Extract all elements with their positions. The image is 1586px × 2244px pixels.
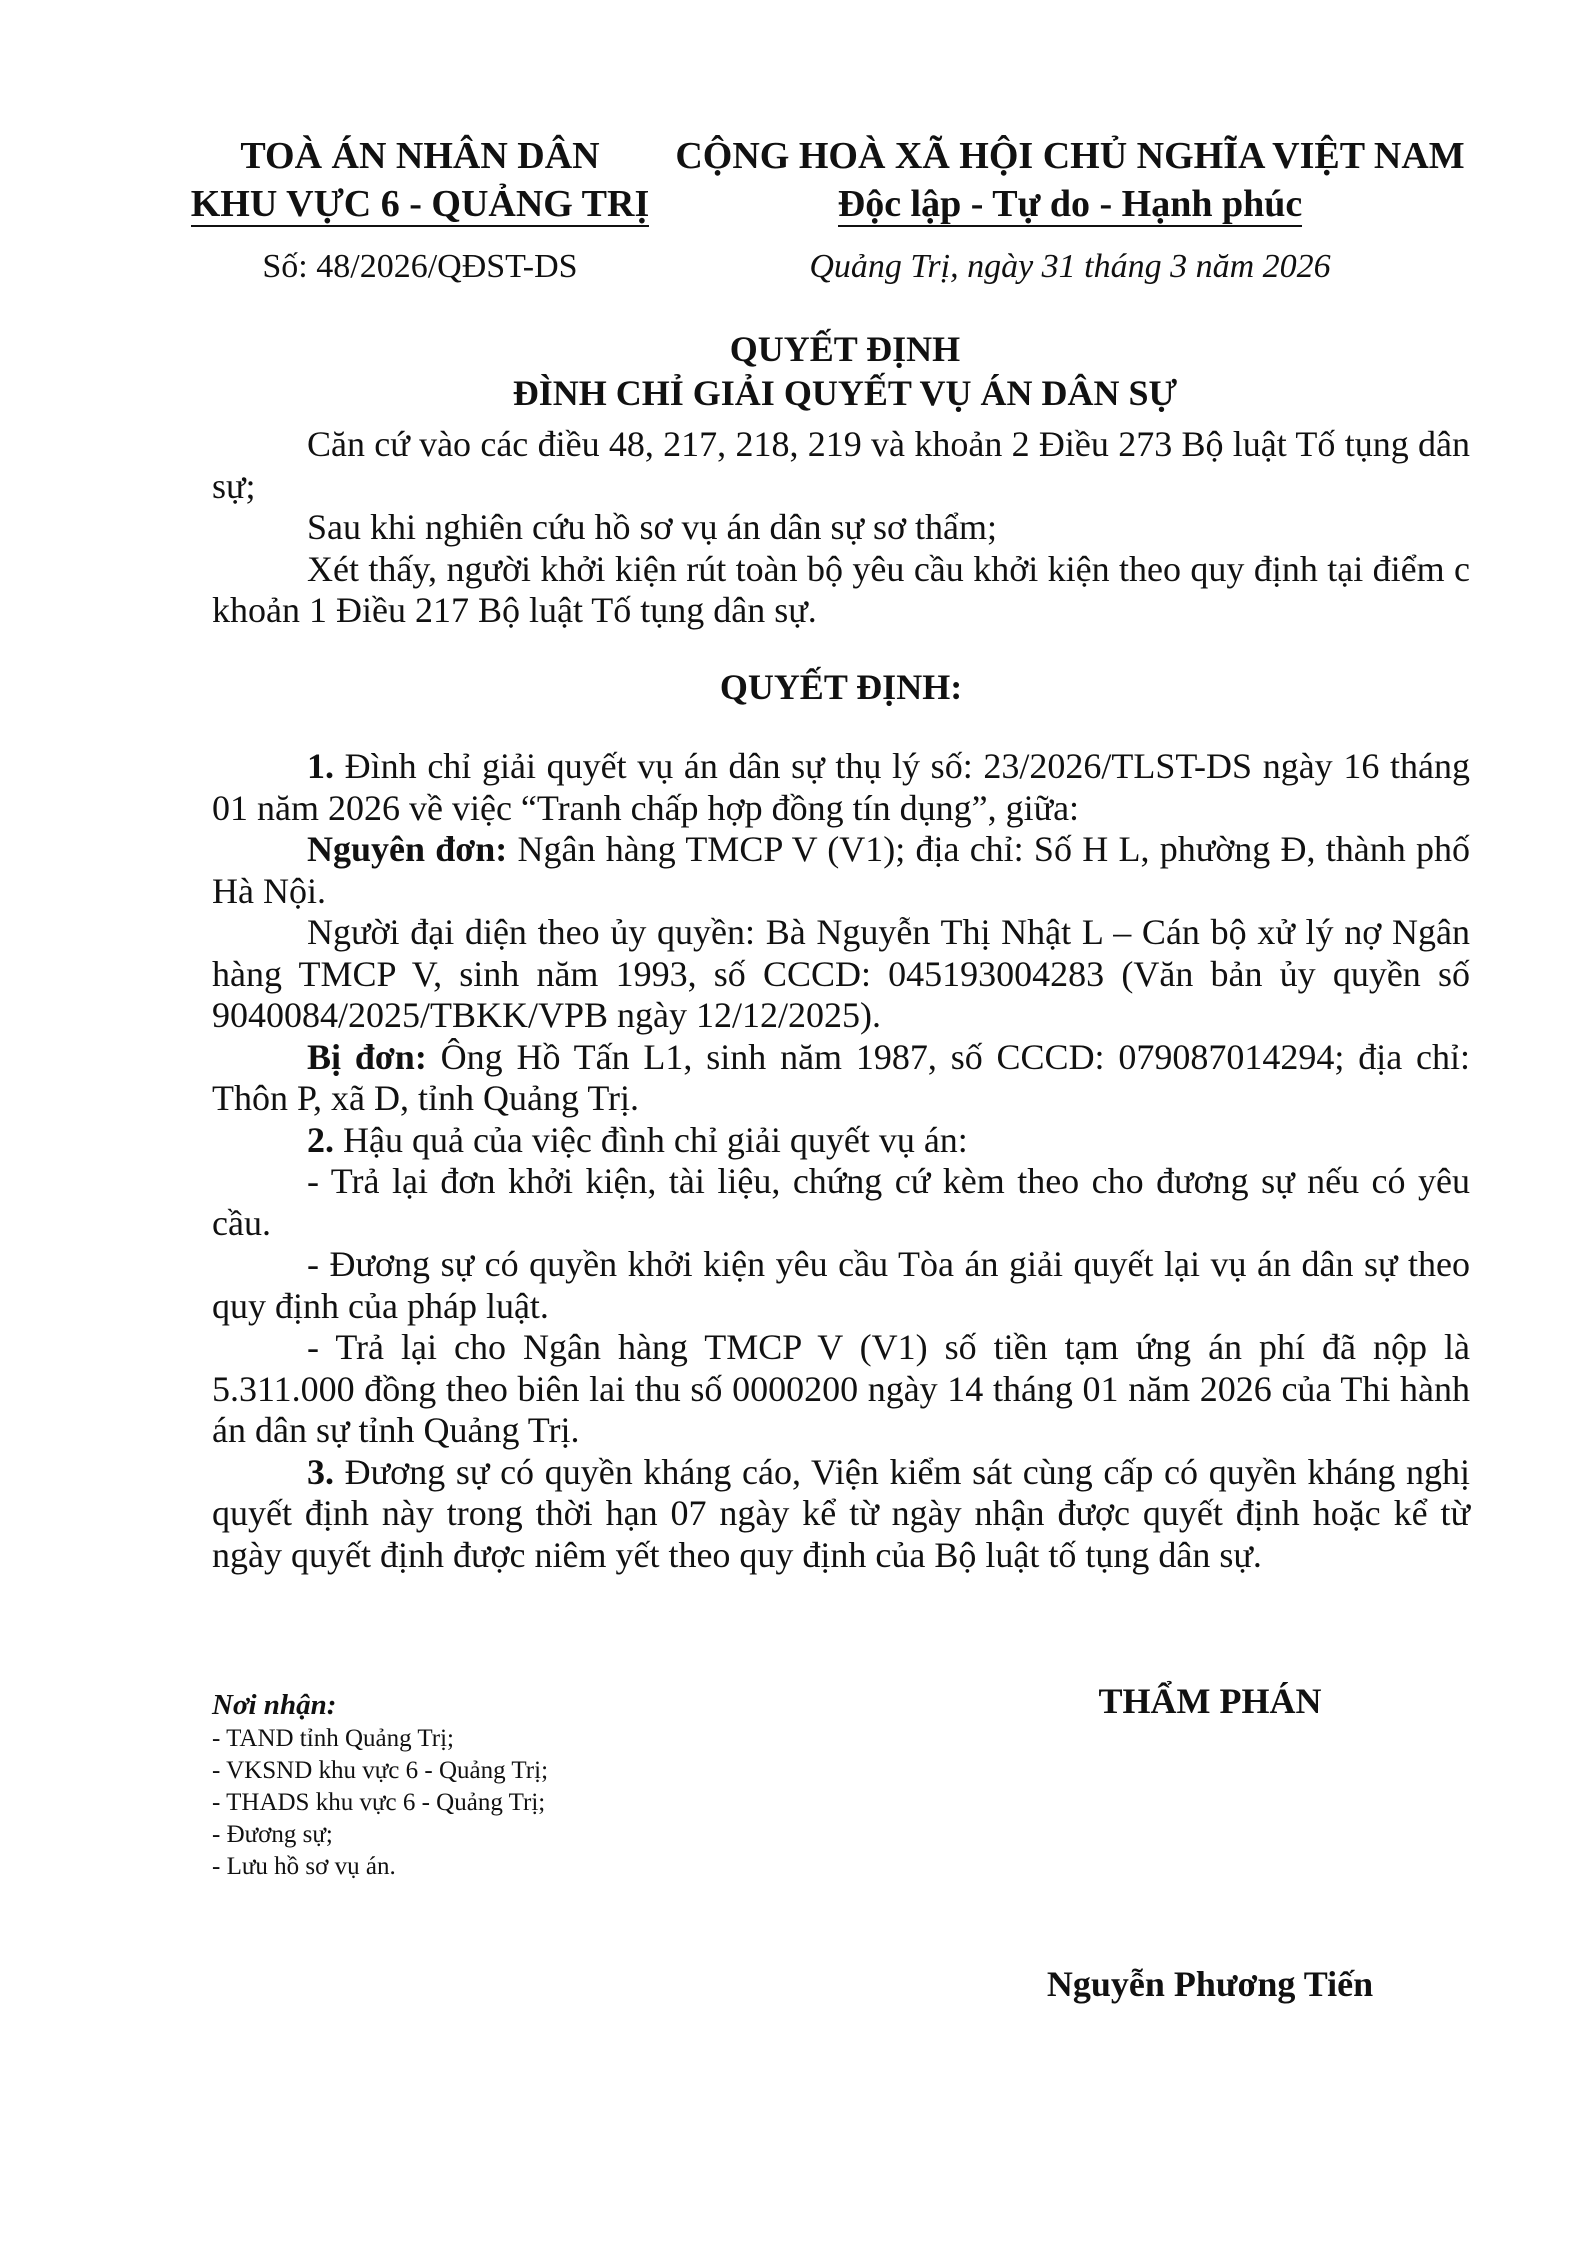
signer-name: Nguyễn Phương Tiến [1046,1964,1374,2004]
item-number: 1. [307,746,334,786]
document-number: Số: 48/2026/QĐST-DS [262,248,578,285]
recipient-item: - VKSND khu vực 6 - Quảng Trị; [212,1757,549,1784]
decision-item-3 [212,1452,1470,1577]
court-header [170,132,670,228]
plaintiff-paragraph [212,829,1470,912]
item-text: Đình chỉ giải quyết vụ án dân sự thụ lý số: 23/2026/TLST-DS ngày 16 tháng 01 năm 2026 về việc “Tranh chấp hợp đồng tín dụng”, giữa: [212,746,1470,828]
decision-heading: QUYẾT ĐỊNH: [719,666,963,707]
signer-role: THẨM PHÁN [1098,1681,1322,1721]
document-subtitle: ĐÌNH CHỈ GIẢI QUYẾT VỤ ÁN DÂN SỰ [512,373,1178,413]
recipient-item: - Lưu hồ sơ vụ án. [212,1853,396,1880]
representative-paragraph: Người đại diện theo ủy quyền: Bà Nguyễn Thị Nhật L – Cán bộ xử lý nợ Ngân hàng TMCP V, sinh năm 1993, số CCCD: 045193004283 (Văn bản ủy quyền số 9040084/2025/TBKK/VPB ngày 12/12/2025). [212,912,1470,1035]
preamble-finding: Xét thấy, người khởi kiện rút toàn bộ yêu cầu khởi kiện theo quy định tại điểm c khoản 1 Điều 217 Bộ luật Tố tụng dân sự. [212,548,1470,630]
recipient-item: - Đương sự; [212,1821,333,1848]
item-text: Đương sự có quyền kháng cáo, Viện kiểm sát cùng cấp có quyền kháng nghị quyết định này trong thời hạn 07 ngày kể từ ngày nhận được quyết định hoặc kể từ ngày quyết định được niêm yết theo quy định của Bộ luật tố tụng dân sự. [212,1451,1470,1575]
national-title: CỘNG HOÀ XÃ HỘI CHỦ NGHĨA VIỆT NAM [675,135,1465,177]
recipients-block [212,1687,812,1883]
decision-item-1 [212,746,1470,829]
item-text: Hậu quả của việc đình chỉ giải quyết vụ án: [334,1119,968,1160]
plaintiff-label: Nguyên đơn: [307,829,508,869]
recipient-item: - TAND tỉnh Quảng Trị; [212,1725,455,1752]
preamble-review: Sau khi nghiên cứu hồ sơ vụ án dân sự sơ thẩm; [307,507,998,547]
defendant-label: Bị đơn: [307,1036,427,1077]
document-body [212,424,1470,1576]
court-region: KHU VỰC 6 - QUẢNG TRỊ [190,183,650,225]
document-title: QUYẾT ĐỊNH [729,329,961,369]
national-motto: Độc lập - Tự do - Hạnh phúc [837,183,1303,225]
consequence-b: - Đương sự có quyền khởi kiện yêu cầu Tòa án giải quyết lại vụ án dân sự theo quy định của pháp luật. [212,1244,1470,1326]
plaintiff-text: Ngân hàng TMCP V (V1); địa chỉ: Số H L, phường Đ, thành phố Hà Nội. [212,829,1470,911]
item-number: 2. [307,1119,334,1160]
recipient-item: - THADS khu vực 6 - Quảng Trị; [212,1789,546,1816]
defendant-paragraph [212,1037,1470,1120]
recipients-title: Nơi nhận: [212,1689,337,1721]
document-date: Quảng Trị, ngày 31 tháng 3 năm 2026 [809,248,1331,285]
consequence-c: - Trả lại cho Ngân hàng TMCP V (V1) số tiền tạm ứng án phí đã nộp là 5.311.000 đồng theo biên lai thu số 0000200 ngày 14 tháng 01 năm 2026 của Thi hành án dân sự tỉnh Quảng Trị. [212,1327,1470,1450]
decision-item-2 [212,1120,1470,1162]
consequence-a: - Trả lại đơn khởi kiện, tài liệu, chứng cứ kèm theo cho đương sự nếu có yêu cầu. [212,1161,1470,1243]
defendant-text: Ông Hồ Tấn L1, sinh năm 1987, số CCCD: 079087014294; địa chỉ: Thôn P, xã D, tỉnh Quảng Trị. [212,1036,1470,1118]
national-header [670,132,1470,228]
court-name: TOÀ ÁN NHÂN DÂN [240,135,600,177]
item-number: 3. [307,1451,334,1492]
preamble-legal-basis: Căn cứ vào các điều 48, 217, 218, 219 và khoản 2 Điều 273 Bộ luật Tố tụng dân sự; [212,424,1470,506]
